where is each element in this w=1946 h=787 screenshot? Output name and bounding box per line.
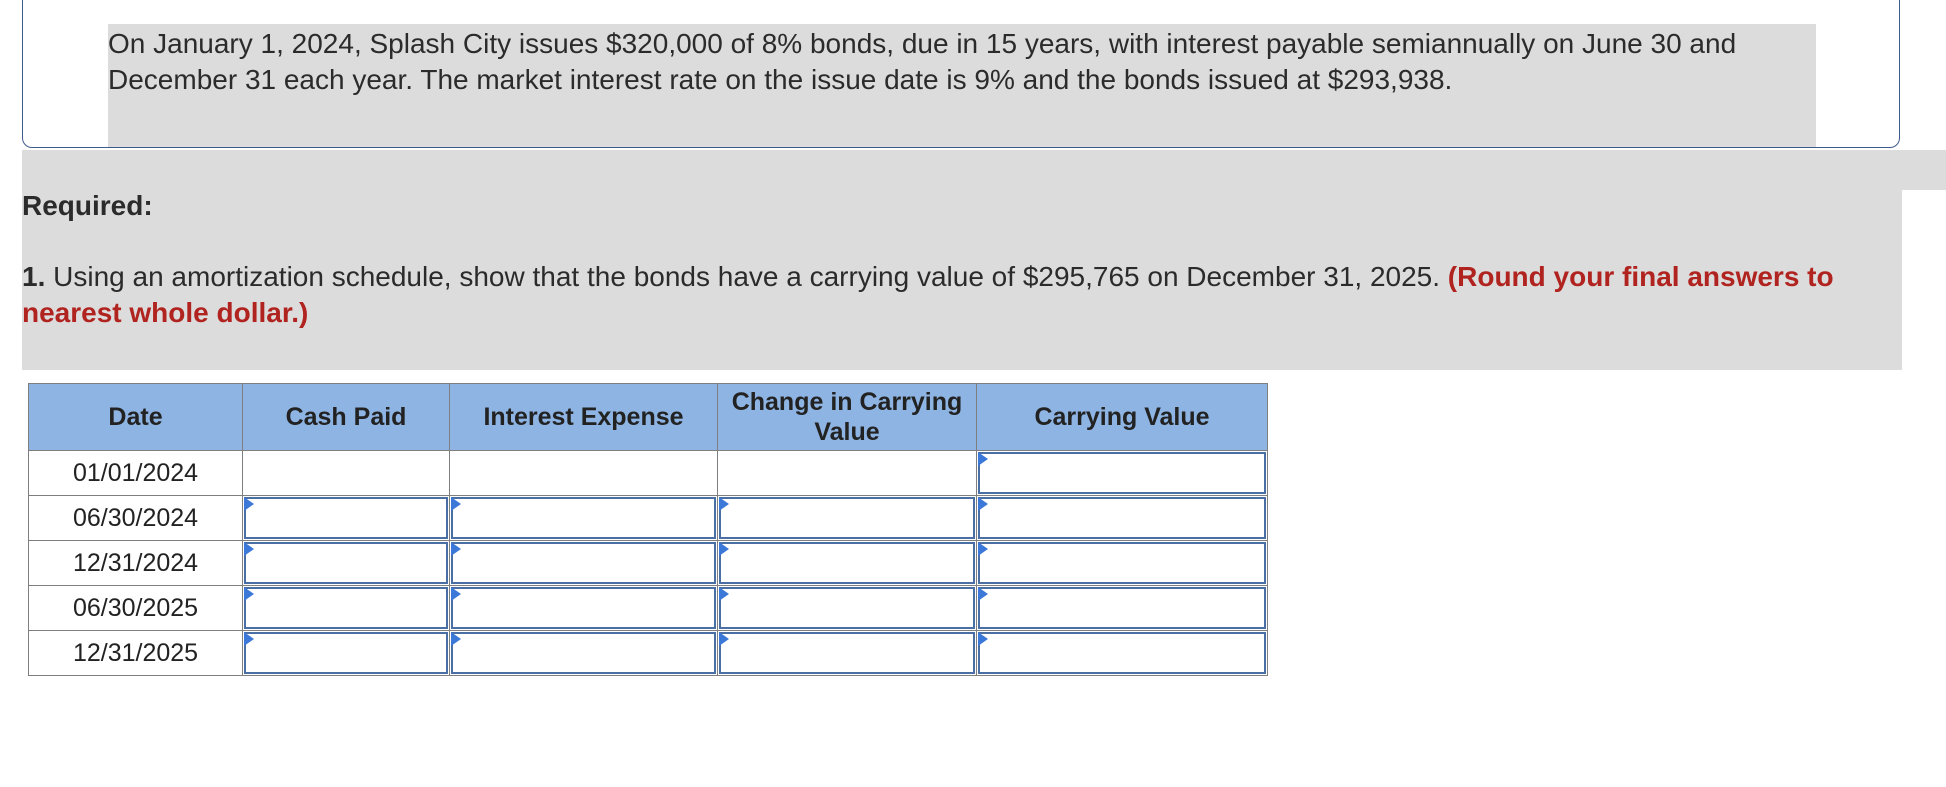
interest-expense-cell [450,451,718,496]
cash-paid-input[interactable] [243,631,450,676]
input-box[interactable] [451,542,716,584]
amortization-table [28,383,1268,676]
date-cell: 01/01/2024 [29,451,243,496]
carrying-value-input[interactable] [977,586,1268,631]
input-box[interactable] [978,632,1266,674]
interest-expense-input[interactable] [450,631,718,676]
header-carrying-value: Carrying Value [977,384,1268,451]
header-interest-expense: Interest Expense [450,384,718,451]
interest-expense-input[interactable] [450,496,718,541]
interest-expense-input[interactable] [450,541,718,586]
required-heading: Required: [22,190,153,221]
carrying-value-input[interactable] [977,541,1268,586]
input-box[interactable] [244,497,448,539]
input-box[interactable] [719,542,975,584]
table-row [29,586,1268,631]
table-row [29,496,1268,541]
change-input[interactable] [718,586,977,631]
date-cell: 12/31/2024 [29,541,243,586]
input-box[interactable] [719,587,975,629]
header-change-in-carrying-value: Change in Carrying Value [718,384,977,451]
input-box[interactable] [978,452,1266,494]
input-box[interactable] [244,587,448,629]
interest-expense-input[interactable] [450,586,718,631]
input-box[interactable] [978,497,1266,539]
input-flag-icon [719,542,729,556]
input-box[interactable] [978,542,1266,584]
date-cell: 06/30/2025 [29,586,243,631]
input-box[interactable] [244,632,448,674]
change-cell [718,451,977,496]
table-header-row [29,384,1268,451]
input-flag-icon [244,497,254,511]
input-flag-icon [451,497,461,511]
change-input[interactable] [718,541,977,586]
header-cash-paid: Cash Paid [243,384,450,451]
header-date: Date [29,384,243,451]
input-box[interactable] [719,497,975,539]
question-number: 1. [22,261,46,292]
required-panel-edge [1902,150,1946,190]
input-flag-icon [719,632,729,646]
input-flag-icon [978,632,988,646]
input-box[interactable] [719,632,975,674]
input-flag-icon [978,587,988,601]
input-box[interactable] [978,587,1266,629]
question-body: Using an amortization schedule, show that the bonds have a carrying value of $295,765 on December 31, 2025. [45,261,1448,292]
carrying-value-input[interactable] [977,631,1268,676]
cash-paid-cell [243,451,450,496]
input-flag-icon [451,542,461,556]
input-box[interactable] [451,497,716,539]
date-cell: 06/30/2024 [29,496,243,541]
cash-paid-input[interactable] [243,586,450,631]
problem-statement: On January 1, 2024, Splash City issues $320,000 of 8% bonds, due in 15 years, with interest payable semiannually on June 30 and December 31 each year. The market interest rate on the issue date is 9% and the bonds issued at $293,938. [108,24,1816,147]
carrying-value-input[interactable] [977,451,1268,496]
input-flag-icon [978,497,988,511]
input-flag-icon [719,587,729,601]
date-cell: 12/31/2025 [29,631,243,676]
table-row [29,631,1268,676]
change-input[interactable] [718,496,977,541]
table-row [29,541,1268,586]
cash-paid-input[interactable] [243,541,450,586]
carrying-value-input[interactable] [977,496,1268,541]
input-flag-icon [451,632,461,646]
input-flag-icon [978,452,988,466]
rounding-note: (Round your final answers to nearest whole dollar.) [22,261,1834,328]
input-box[interactable] [244,542,448,584]
input-flag-icon [978,542,988,556]
input-box[interactable] [451,587,716,629]
question-text [22,259,1892,331]
input-box[interactable] [451,632,716,674]
input-flag-icon [244,632,254,646]
input-flag-icon [451,587,461,601]
input-flag-icon [244,587,254,601]
change-input[interactable] [718,631,977,676]
input-flag-icon [244,542,254,556]
table-row [29,451,1268,496]
cash-paid-input[interactable] [243,496,450,541]
input-flag-icon [719,497,729,511]
